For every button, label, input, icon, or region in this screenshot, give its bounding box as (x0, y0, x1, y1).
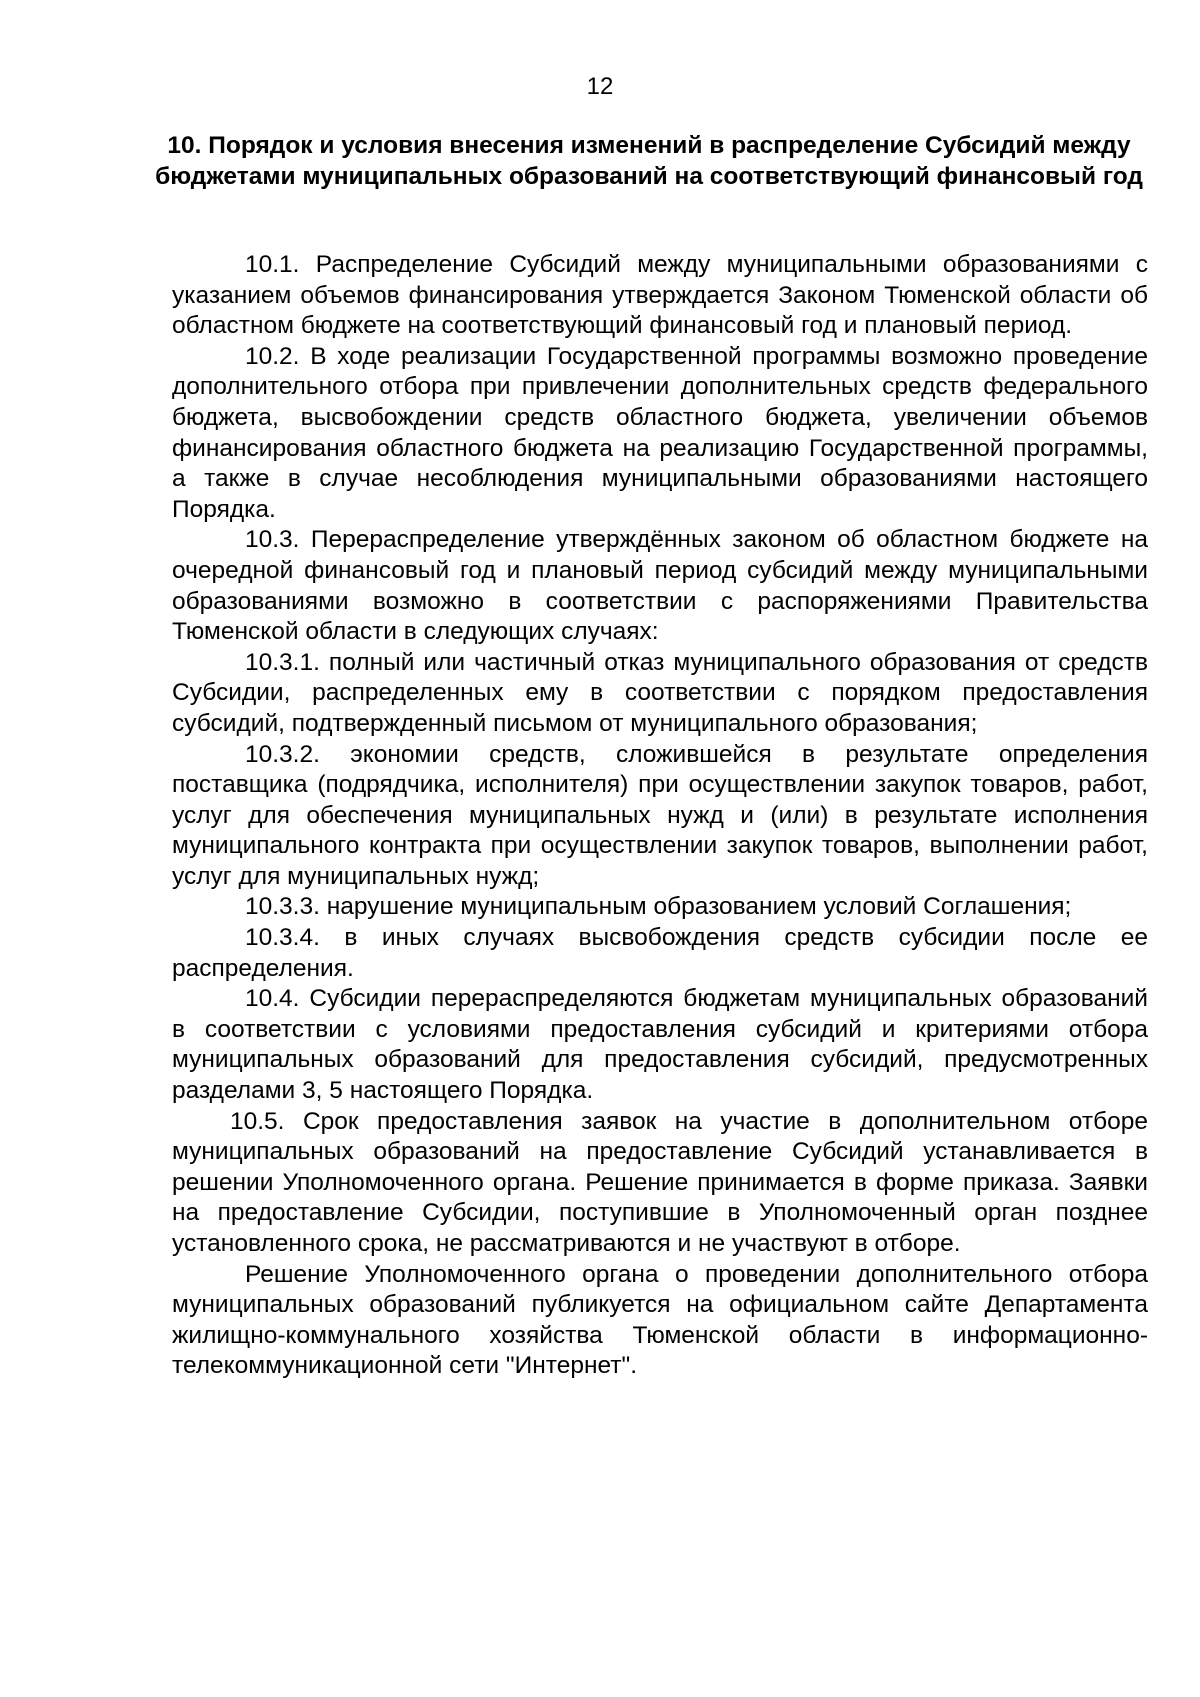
paragraph-10-5: 10.5. Срок предоставления заявок на участие в дополнительном отборе муниципальных образований на предоставление Субсидий устанавливается в решении Уполномоченного органа. Решение принимается в форме приказа. Заявки на предоставление Субсидии, поступившие в Уполномоченный орган позднее установленного срока, не рассматриваются и не участвуют в отборе. (172, 1107, 1148, 1257)
section-heading: 10. Порядок и условия внесения изменений в распределение Субсидий между бюджетами муниципальных образований на соответствующий финансовый год (155, 132, 1143, 190)
paragraph-10-3: 10.3. Перераспределение утверждённых законом об областном бюджете на очередной финансовый год и плановый период субсидий между муниципальными образованиями возможно в соответствии с распоряжениями Правительства Тюменской области в следующих случаях: (172, 526, 1148, 646)
paragraph-10-4: 10.4. Субсидии перераспределяются бюджетам муниципальных образований в соответствии с условиями предоставления субсидий и критериями отбора муниципальных образований для предоставления субсидий, предусмотренных разделами 3, 5 настоящего Порядка. (172, 985, 1148, 1105)
paragraph-10-3-2: 10.3.2. экономии средств, сложившейся в результате определения поставщика (подрядчика, исполнителя) при осуществлении закупок товаров, работ, услуг для обеспечения муниципальных нужд и (или) в результате исполнения муниципального контракта при осуществлении закупок товаров, выполнении работ, услуг для муниципальных нужд; (172, 740, 1148, 890)
paragraph-10-2: 10.2. В ходе реализации Государственной программы возможно проведение дополнительного отбора при привлечении дополнительных средств федерального бюджета, высвобождении средств областного бюджета, увеличении объемов финансирования областного бюджета на реализацию Государственной программы, а также в случае несоблюдения муниципальными образованиями настоящего Порядка. (172, 342, 1148, 523)
paragraph-10-3-1: 10.3.1. полный или частичный отказ муниципального образования от средств Субсидии, распределенных ему в соответствии с порядком предоставления субсидий, подтвержденный письмом от муниципального образования; (172, 648, 1148, 737)
paragraph-10-1: 10.1. Распределение Субсидий между муниципальными образованиями с указанием объемов финансирования утверждается Законом Тюменской области об областном бюджете на соответствующий финансовый год и плановый период. (172, 251, 1148, 340)
paragraph-10-3-3: 10.3.3. нарушение муниципальным образованием условий Соглашения; (245, 893, 1072, 921)
paragraph-decision-publication: Решение Уполномоченного органа о проведении дополнительного отбора муниципальных образований публикуется на официальном сайте Департамента жилищно-коммунального хозяйства Тюменской области в информационно-телекоммуникационной сети "Интернет". (172, 1260, 1148, 1380)
paragraph-10-3-4: 10.3.4. в иных случаях высвобождения средств субсидии после ее распределения. (172, 924, 1148, 982)
page-number: 12 (586, 73, 614, 100)
document-body (172, 250, 1148, 1382)
